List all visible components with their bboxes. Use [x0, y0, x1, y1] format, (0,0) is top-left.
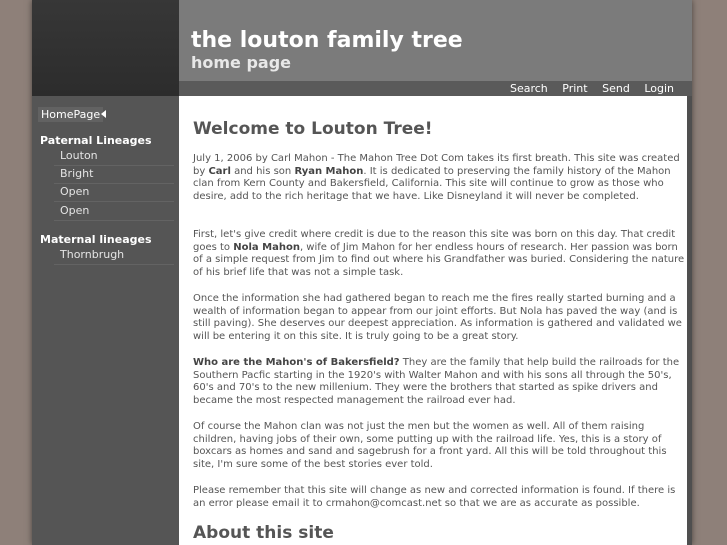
header-banner [179, 0, 692, 81]
who-paragraph: Who are the Mahon's of Bakersfield? They are the family that help build the railroads for the Southern Pacfic starting in the 1920's with Walter Mahon and with his sons all through the 50's, 60's and 70's to the new millenium. They were the brothers that started as spike drivers and became the most respected management the railroad ever had. [193, 357, 680, 407]
maternal-lineages-heading: Maternal lineages [40, 233, 152, 246]
sidebar-item-louton[interactable]: Louton [54, 148, 174, 166]
header-left-block [32, 0, 179, 96]
main-content [179, 96, 687, 545]
intro-paragraph: July 1, 2006 by Carl Mahon - The Mahon Tree Dot Com takes its first breath. This site was created by Carl and his son Ryan Mahon. It is dedicated to preserving the family history of the Mahon clan from Kern County and Bakersfield, California. This site will continue to grow as those who desire, add to the rich heritage that we have. Like Disneyland it will never be completed. [193, 153, 680, 203]
site-title: the louton family tree [191, 28, 463, 53]
send-link[interactable]: Send [602, 82, 630, 95]
top-navbar [179, 81, 692, 96]
credit-paragraph: First, let's give credit where credit is due to the reason this site was born on this day. That credit goes to Nola Mahon, wife of Jim Mahon for her endless hours of research. Her passion was born of a simple request from Jim to find out where his Grandfather was buried. Considering the nature of his brief life that was not a simple task. [193, 229, 685, 279]
sidebar-item-open[interactable]: Open [54, 203, 174, 221]
sidebar-item-bright[interactable]: Bright [54, 166, 174, 184]
page-container [32, 0, 692, 545]
research-paragraph: Once the information she had gathered began to reach me the fires really started burning and a wealth of information began to appear from our joint efforts. But Nola has paved the way (and is still paving). She deserves our deepest appreciation. As information is gathered and validated we will be entering it on this site. It is truly going to be a great story. [193, 293, 682, 343]
paternal-lineages-heading: Paternal Lineages [40, 134, 152, 147]
print-link[interactable]: Print [562, 82, 588, 95]
sidebar [32, 96, 179, 545]
clan-paragraph: Of course the Mahon clan was not just the men but the women as well. All of them raising children, having jobs of their own, some putting up with the railroad life. Yes, this is a story of boxcars as homes and sand and sagebrush for a front yard. All this will be told throughout this site, I'm sure some of the best stories ever told. [193, 421, 667, 471]
site-subtitle: home page [191, 53, 292, 72]
sidebar-item-label: HomePage [41, 108, 101, 121]
arrow-left-icon [101, 110, 106, 118]
login-link[interactable]: Login [644, 82, 674, 95]
sidebar-item-thornbrugh[interactable]: Thornbrugh [54, 247, 174, 265]
sidebar-item-homepage[interactable] [38, 107, 103, 122]
about-heading: About this site [193, 523, 334, 543]
contact-paragraph: Please remember that this site will change as new and corrected information is found. If there is an error please email it to crmahon@comcast.net so that we are as accurate as possible. [193, 485, 676, 509]
search-link[interactable]: Search [509, 82, 548, 95]
sidebar-item-open[interactable]: Open [54, 184, 174, 202]
welcome-heading: Welcome to Louton Tree! [193, 119, 433, 139]
